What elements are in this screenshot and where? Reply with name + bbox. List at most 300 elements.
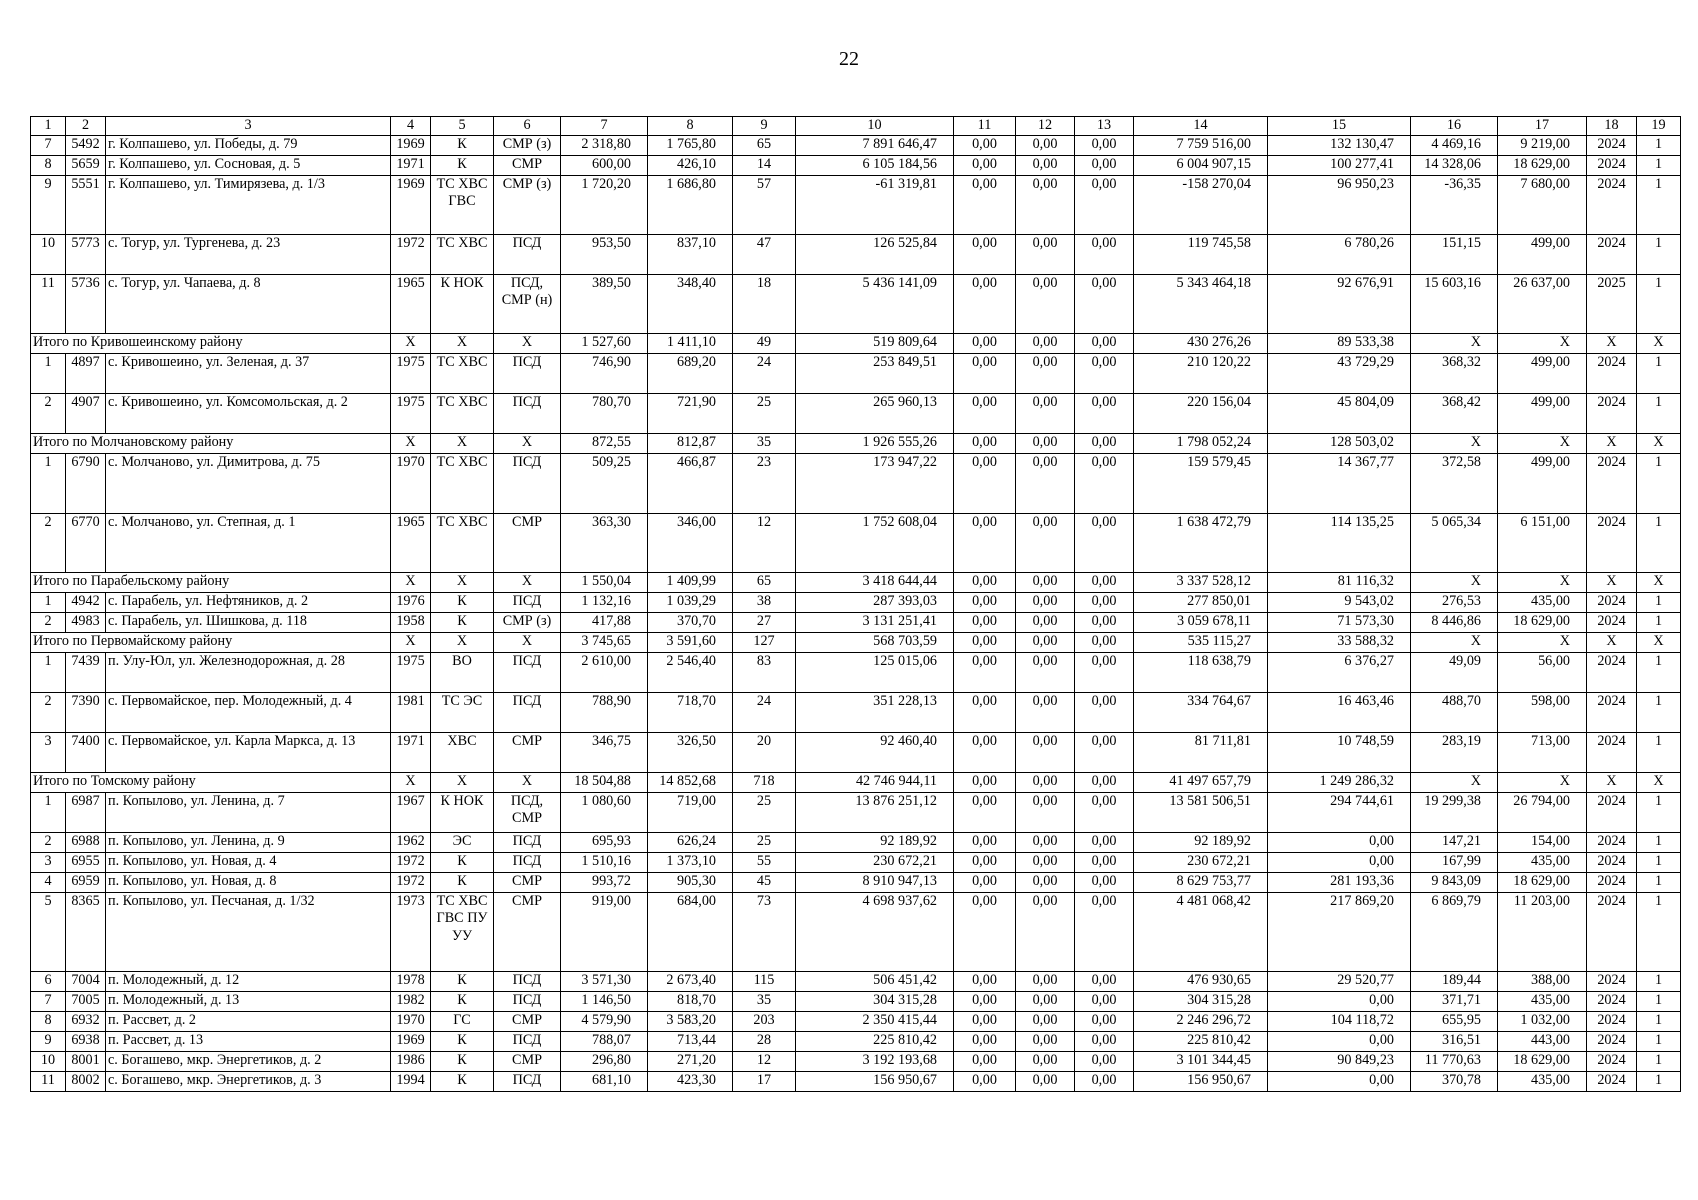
table-cell: 2024 — [1587, 394, 1637, 434]
table-cell: 2024 — [1587, 873, 1637, 893]
table-cell: 681,10 — [561, 1072, 648, 1092]
table-cell: 6 151,00 — [1498, 514, 1587, 573]
table-cell: 0,00 — [954, 176, 1016, 235]
table-cell: 230 672,21 — [796, 853, 954, 873]
table-cell: 718 — [733, 773, 796, 793]
table-cell: 18 629,00 — [1498, 873, 1587, 893]
table-cell: Х — [1587, 334, 1637, 354]
table-cell: 25 — [733, 833, 796, 853]
table-cell: 15 603,16 — [1411, 275, 1498, 334]
table-cell: 294 744,61 — [1268, 793, 1411, 833]
table-cell: 0,00 — [954, 235, 1016, 275]
table-row — [31, 793, 1681, 833]
table-cell: 0,00 — [954, 693, 1016, 733]
table-cell: 0,00 — [1016, 633, 1075, 653]
address-cell: с. Кривошеино, ул. Комсомольская, д. 2 — [106, 394, 391, 434]
header-cell: 3 — [106, 117, 391, 136]
table-cell: 2 — [31, 514, 66, 573]
table-cell: 0,00 — [954, 613, 1016, 633]
table-cell: 2024 — [1587, 733, 1637, 773]
table-row — [31, 593, 1681, 613]
table-cell: Х — [1411, 773, 1498, 793]
address-cell: п. Молодежный, д. 12 — [106, 972, 391, 992]
table-cell: 1 — [1637, 693, 1681, 733]
table-cell: 0,00 — [1016, 613, 1075, 633]
address-cell: с. Богашево, мкр. Энергетиков, д. 3 — [106, 1072, 391, 1092]
table-cell: 0,00 — [954, 653, 1016, 693]
table-cell: 713,00 — [1498, 733, 1587, 773]
table-cell: 2024 — [1587, 454, 1637, 514]
table-cell: 7 680,00 — [1498, 176, 1587, 235]
table-cell: 363,30 — [561, 514, 648, 573]
address-cell: с. Богашево, мкр. Энергетиков, д. 2 — [106, 1052, 391, 1072]
table-cell: 0,00 — [1075, 773, 1134, 793]
district-total-row — [31, 334, 1681, 354]
table-cell: 18 629,00 — [1498, 156, 1587, 176]
table-cell: 8002 — [66, 1072, 106, 1092]
table-row — [31, 394, 1681, 434]
table-cell: 3 131 251,41 — [796, 613, 954, 633]
table-cell: 5736 — [66, 275, 106, 334]
total-label: Итого по Кривошеинскому району — [31, 334, 391, 354]
table-cell: Х — [1498, 773, 1587, 793]
table-cell: 0,00 — [1268, 833, 1411, 853]
table-cell: 1973 — [391, 893, 431, 972]
table-cell: 27 — [733, 613, 796, 633]
table-cell: 2024 — [1587, 354, 1637, 394]
table-cell: 92 460,40 — [796, 733, 954, 773]
table-cell: 2024 — [1587, 514, 1637, 573]
table-cell: 2024 — [1587, 176, 1637, 235]
table-cell: 2024 — [1587, 833, 1637, 853]
table-cell: 5773 — [66, 235, 106, 275]
table-cell: 1978 — [391, 972, 431, 992]
table-cell: 1970 — [391, 454, 431, 514]
table-cell: 225 810,42 — [796, 1032, 954, 1052]
table-cell: 0,00 — [1075, 573, 1134, 593]
table-cell: 6987 — [66, 793, 106, 833]
table-cell: 334 764,67 — [1134, 693, 1268, 733]
table-cell: 417,88 — [561, 613, 648, 633]
table-cell: 125 015,06 — [796, 653, 954, 693]
address-cell: п. Рассвет, д. 2 — [106, 1012, 391, 1032]
table-row — [31, 1072, 1681, 1092]
table-cell: 1975 — [391, 653, 431, 693]
table-cell: Х — [1637, 573, 1681, 593]
table-cell: 812,87 — [648, 434, 733, 454]
table-cell: 1 — [1637, 893, 1681, 972]
table-cell: ПСД — [494, 593, 561, 613]
table-cell: ЭС — [431, 833, 494, 853]
table-cell: ПСД — [494, 833, 561, 853]
table-cell: 0,00 — [954, 573, 1016, 593]
table-cell: 598,00 — [1498, 693, 1587, 733]
table-cell: 1 — [1637, 972, 1681, 992]
table-cell: 132 130,47 — [1268, 136, 1411, 156]
table-cell: 1 — [1637, 1032, 1681, 1052]
table-cell: 435,00 — [1498, 1072, 1587, 1092]
table-cell: ПСД, СМР — [494, 793, 561, 833]
table-row — [31, 235, 1681, 275]
table-cell: 0,00 — [954, 434, 1016, 454]
table-cell: 2 — [31, 394, 66, 434]
table-cell: 371,71 — [1411, 992, 1498, 1012]
table-cell: -36,35 — [1411, 176, 1498, 235]
table-cell: 92 189,92 — [796, 833, 954, 853]
table-cell: 0,00 — [1016, 853, 1075, 873]
table-cell: 1 411,10 — [648, 334, 733, 354]
header-cell: 4 — [391, 117, 431, 136]
table-cell: К — [431, 156, 494, 176]
table-cell: 1 — [1637, 992, 1681, 1012]
table-cell: 370,70 — [648, 613, 733, 633]
table-cell: 1 550,04 — [561, 573, 648, 593]
table-cell: 119 745,58 — [1134, 235, 1268, 275]
table-cell: 509,25 — [561, 454, 648, 514]
table-row — [31, 275, 1681, 334]
table-cell: 746,90 — [561, 354, 648, 394]
table-cell: 90 849,23 — [1268, 1052, 1411, 1072]
table-cell: К — [431, 593, 494, 613]
table-cell: ПСД, СМР (н) — [494, 275, 561, 334]
table-cell: 304 315,28 — [796, 992, 954, 1012]
table-cell: 0,00 — [1075, 633, 1134, 653]
table-cell: 7400 — [66, 733, 106, 773]
total-label: Итого по Молчановскому району — [31, 434, 391, 454]
table-cell: 151,15 — [1411, 235, 1498, 275]
table-cell: 114 135,25 — [1268, 514, 1411, 573]
table-cell: 3 591,60 — [648, 633, 733, 653]
table-cell: 89 533,38 — [1268, 334, 1411, 354]
table-cell: 17 — [733, 1072, 796, 1092]
table-row — [31, 1012, 1681, 1032]
table-cell: 96 950,23 — [1268, 176, 1411, 235]
table-cell: Х — [494, 573, 561, 593]
table-row — [31, 454, 1681, 514]
table-cell: Х — [1637, 334, 1681, 354]
table-cell: 16 463,46 — [1268, 693, 1411, 733]
table-cell: 3 571,30 — [561, 972, 648, 992]
table-cell: 0,00 — [954, 733, 1016, 773]
table-cell: 1 527,60 — [561, 334, 648, 354]
table-cell: 2024 — [1587, 893, 1637, 972]
table-cell: 0,00 — [954, 593, 1016, 613]
table-cell: 718,70 — [648, 693, 733, 733]
table-cell: 24 — [733, 354, 796, 394]
table-cell: 2024 — [1587, 235, 1637, 275]
table-cell: 2024 — [1587, 156, 1637, 176]
table-cell: 1 146,50 — [561, 992, 648, 1012]
table-cell: 1 510,16 — [561, 853, 648, 873]
table-cell: 1 — [1637, 613, 1681, 633]
table-cell: 1 752 608,04 — [796, 514, 954, 573]
table-cell: 28 — [733, 1032, 796, 1052]
table-cell: Х — [1587, 773, 1637, 793]
header-cell: 2 — [66, 117, 106, 136]
table-cell: 1972 — [391, 853, 431, 873]
table-cell: Х — [431, 334, 494, 354]
district-total-row — [31, 633, 1681, 653]
table-cell: 2024 — [1587, 613, 1637, 633]
table-cell: 0,00 — [954, 354, 1016, 394]
table-cell: 905,30 — [648, 873, 733, 893]
table-cell: 1 926 555,26 — [796, 434, 954, 454]
table-cell: 3 101 344,45 — [1134, 1052, 1268, 1072]
table-cell: 4 698 937,62 — [796, 893, 954, 972]
table-cell: 10 — [31, 235, 66, 275]
table-cell: 1975 — [391, 354, 431, 394]
table-cell: 25 — [733, 793, 796, 833]
table-cell: 1976 — [391, 593, 431, 613]
table-cell: 0,00 — [1075, 275, 1134, 334]
table-cell: 287 393,03 — [796, 593, 954, 613]
table-cell: 2 318,80 — [561, 136, 648, 156]
address-cell: п. Копылово, ул. Новая, д. 4 — [106, 853, 391, 873]
table-cell: Х — [494, 633, 561, 653]
table-cell: 230 672,21 — [1134, 853, 1268, 873]
table-cell: ПСД — [494, 394, 561, 434]
table-cell: СМР — [494, 893, 561, 972]
table-cell: 1981 — [391, 693, 431, 733]
table-cell: 713,44 — [648, 1032, 733, 1052]
table-cell: ПСД — [494, 354, 561, 394]
table-cell: 837,10 — [648, 235, 733, 275]
table-cell: 3 583,20 — [648, 1012, 733, 1032]
table-cell: 4 579,90 — [561, 1012, 648, 1032]
table-cell: 2 — [31, 613, 66, 633]
header-cell: 18 — [1587, 117, 1637, 136]
table-cell: ПСД — [494, 853, 561, 873]
table-cell: 6988 — [66, 833, 106, 853]
district-total-row — [31, 573, 1681, 593]
table-cell: 81 711,81 — [1134, 733, 1268, 773]
table-cell: К — [431, 136, 494, 156]
table-cell: 476 930,65 — [1134, 972, 1268, 992]
table-cell: 818,70 — [648, 992, 733, 1012]
table-cell: 18 629,00 — [1498, 1052, 1587, 1072]
table-cell: 5 343 464,18 — [1134, 275, 1268, 334]
table-cell: 0,00 — [1075, 893, 1134, 972]
table-cell: 0,00 — [954, 1012, 1016, 1032]
table-row — [31, 992, 1681, 1012]
table-cell: 626,24 — [648, 833, 733, 853]
table-cell: 0,00 — [1075, 833, 1134, 853]
table-cell: 1965 — [391, 514, 431, 573]
table-cell: 147,21 — [1411, 833, 1498, 853]
table-row — [31, 653, 1681, 693]
table-cell: 296,80 — [561, 1052, 648, 1072]
table-cell: 18 629,00 — [1498, 613, 1587, 633]
table-cell: К — [431, 873, 494, 893]
table-cell: 0,00 — [1075, 693, 1134, 733]
table-cell: 0,00 — [1016, 1012, 1075, 1032]
table-cell: Х — [391, 434, 431, 454]
table-cell: 81 116,32 — [1268, 573, 1411, 593]
table-cell: 33 588,32 — [1268, 633, 1411, 653]
table-cell: 0,00 — [1075, 235, 1134, 275]
table-cell: 316,51 — [1411, 1032, 1498, 1052]
table-cell: 1 — [1637, 873, 1681, 893]
table-cell: 45 — [733, 873, 796, 893]
table-cell: 2 — [31, 693, 66, 733]
table-cell: 115 — [733, 972, 796, 992]
table-cell: 435,00 — [1498, 853, 1587, 873]
table-cell: 499,00 — [1498, 235, 1587, 275]
table-cell: 0,00 — [1075, 1072, 1134, 1092]
table-cell: 2024 — [1587, 1072, 1637, 1092]
table-row — [31, 514, 1681, 573]
table-cell: 1967 — [391, 793, 431, 833]
table-cell: 277 850,01 — [1134, 593, 1268, 613]
table-cell: К НОК — [431, 793, 494, 833]
table-cell: 49 — [733, 334, 796, 354]
table-cell: 695,93 — [561, 833, 648, 853]
header-cell: 16 — [1411, 117, 1498, 136]
table-cell: 2024 — [1587, 992, 1637, 1012]
table-cell: 281 193,36 — [1268, 873, 1411, 893]
table-cell: 156 950,67 — [796, 1072, 954, 1092]
table-row — [31, 156, 1681, 176]
table-cell: 47 — [733, 235, 796, 275]
table-cell: 0,00 — [1016, 1032, 1075, 1052]
table-cell: 368,32 — [1411, 354, 1498, 394]
table-cell: 0,00 — [1016, 593, 1075, 613]
table-cell: Х — [391, 773, 431, 793]
table-cell: 0,00 — [1268, 853, 1411, 873]
table-cell: 6 004 907,15 — [1134, 156, 1268, 176]
table-cell: 6 105 184,56 — [796, 156, 954, 176]
table-cell: ТС ХВС ГВС — [431, 176, 494, 235]
table-cell: Х — [391, 633, 431, 653]
total-label: Итого по Парабельскому району — [31, 573, 391, 593]
table-cell: 3 192 193,68 — [796, 1052, 954, 1072]
table-cell: 9 219,00 — [1498, 136, 1587, 156]
table-cell: 2 546,40 — [648, 653, 733, 693]
table-cell: 1958 — [391, 613, 431, 633]
table-cell: 1 — [1637, 1012, 1681, 1032]
table-cell: 126 525,84 — [796, 235, 954, 275]
table-cell: 45 804,09 — [1268, 394, 1411, 434]
table-cell: 2 673,40 — [648, 972, 733, 992]
table-cell: 499,00 — [1498, 394, 1587, 434]
table-cell: 19 299,38 — [1411, 793, 1498, 833]
table-cell: Х — [1498, 334, 1587, 354]
table-cell: 5 065,34 — [1411, 514, 1498, 573]
table-cell: 18 504,88 — [561, 773, 648, 793]
address-cell: с. Кривошеино, ул. Зеленая, д. 37 — [106, 354, 391, 394]
table-cell: 2024 — [1587, 853, 1637, 873]
table-cell: СМР — [494, 733, 561, 773]
table-cell: 6 869,79 — [1411, 893, 1498, 972]
table-cell: 154,00 — [1498, 833, 1587, 853]
table-cell: 304 315,28 — [1134, 992, 1268, 1012]
table-cell: 71 573,30 — [1268, 613, 1411, 633]
table-cell: 1 — [31, 454, 66, 514]
table-cell: 872,55 — [561, 434, 648, 454]
table-cell: 0,00 — [1016, 235, 1075, 275]
table-cell: 435,00 — [1498, 593, 1587, 613]
table-cell: 173 947,22 — [796, 454, 954, 514]
table-cell: 0,00 — [954, 275, 1016, 334]
table-cell: ТС ЭС — [431, 693, 494, 733]
table-cell: 65 — [733, 573, 796, 593]
address-cell: п. Копылово, ул. Ленина, д. 9 — [106, 833, 391, 853]
table-cell: Х — [494, 334, 561, 354]
address-cell: п. Улу-Юл, ул. Железнодорожная, д. 28 — [106, 653, 391, 693]
table-cell: 1 — [1637, 514, 1681, 573]
table-row — [31, 833, 1681, 853]
table-cell: 1971 — [391, 733, 431, 773]
table-cell: 8365 — [66, 893, 106, 972]
table-cell: 0,00 — [1016, 176, 1075, 235]
table-cell: 0,00 — [1016, 893, 1075, 972]
table-cell: 5 436 141,09 — [796, 275, 954, 334]
table-cell: 1971 — [391, 156, 431, 176]
table-cell: 346,00 — [648, 514, 733, 573]
table-cell: 1 — [1637, 136, 1681, 156]
table-cell: 443,00 — [1498, 1032, 1587, 1052]
table-cell: Х — [1587, 434, 1637, 454]
table-cell: 0,00 — [1016, 1072, 1075, 1092]
table-cell: 5 — [31, 893, 66, 972]
table-cell: 372,58 — [1411, 454, 1498, 514]
table-row — [31, 136, 1681, 156]
table-cell: 1 — [1637, 354, 1681, 394]
table-cell: 2024 — [1587, 136, 1637, 156]
table-cell: 506 451,42 — [796, 972, 954, 992]
table-cell: 49,09 — [1411, 653, 1498, 693]
table-cell: 5492 — [66, 136, 106, 156]
header-cell: 19 — [1637, 117, 1681, 136]
table-cell: 0,00 — [954, 633, 1016, 653]
table-cell: 0,00 — [1075, 136, 1134, 156]
table-cell: Х — [1498, 573, 1587, 593]
table-cell: 4 469,16 — [1411, 136, 1498, 156]
table-cell: ТС ХВС — [431, 454, 494, 514]
header-cell: 5 — [431, 117, 494, 136]
table-cell: 0,00 — [1268, 1072, 1411, 1092]
table-cell: 0,00 — [954, 972, 1016, 992]
address-cell: п. Копылово, ул. Ленина, д. 7 — [106, 793, 391, 833]
address-cell: с. Тогур, ул. Тургенева, д. 23 — [106, 235, 391, 275]
table-cell: 655,95 — [1411, 1012, 1498, 1032]
table-cell: 9 843,09 — [1411, 873, 1498, 893]
table-cell: 0,00 — [1016, 156, 1075, 176]
table-cell: ПСД — [494, 235, 561, 275]
table-cell: 26 637,00 — [1498, 275, 1587, 334]
table-cell: 0,00 — [1075, 454, 1134, 514]
table-cell: 167,99 — [1411, 853, 1498, 873]
table-cell: 0,00 — [1016, 873, 1075, 893]
table-cell: 1 — [1637, 1052, 1681, 1072]
table-cell: 0,00 — [1016, 1052, 1075, 1072]
table-cell: 1972 — [391, 873, 431, 893]
table-cell: 1962 — [391, 833, 431, 853]
table-cell: СМР — [494, 1052, 561, 1072]
table-cell: 684,00 — [648, 893, 733, 972]
table-cell: Х — [431, 573, 494, 593]
table-cell: 0,00 — [1016, 136, 1075, 156]
table-cell: 1 — [1637, 275, 1681, 334]
table-cell: 0,00 — [1016, 275, 1075, 334]
table-cell: 2024 — [1587, 1032, 1637, 1052]
address-cell: г. Колпашево, ул. Победы, д. 79 — [106, 136, 391, 156]
table-cell: 466,87 — [648, 454, 733, 514]
table-cell: 271,20 — [648, 1052, 733, 1072]
table-cell: 0,00 — [1016, 514, 1075, 573]
table-cell: 0,00 — [1016, 693, 1075, 733]
table-cell: К — [431, 1052, 494, 1072]
